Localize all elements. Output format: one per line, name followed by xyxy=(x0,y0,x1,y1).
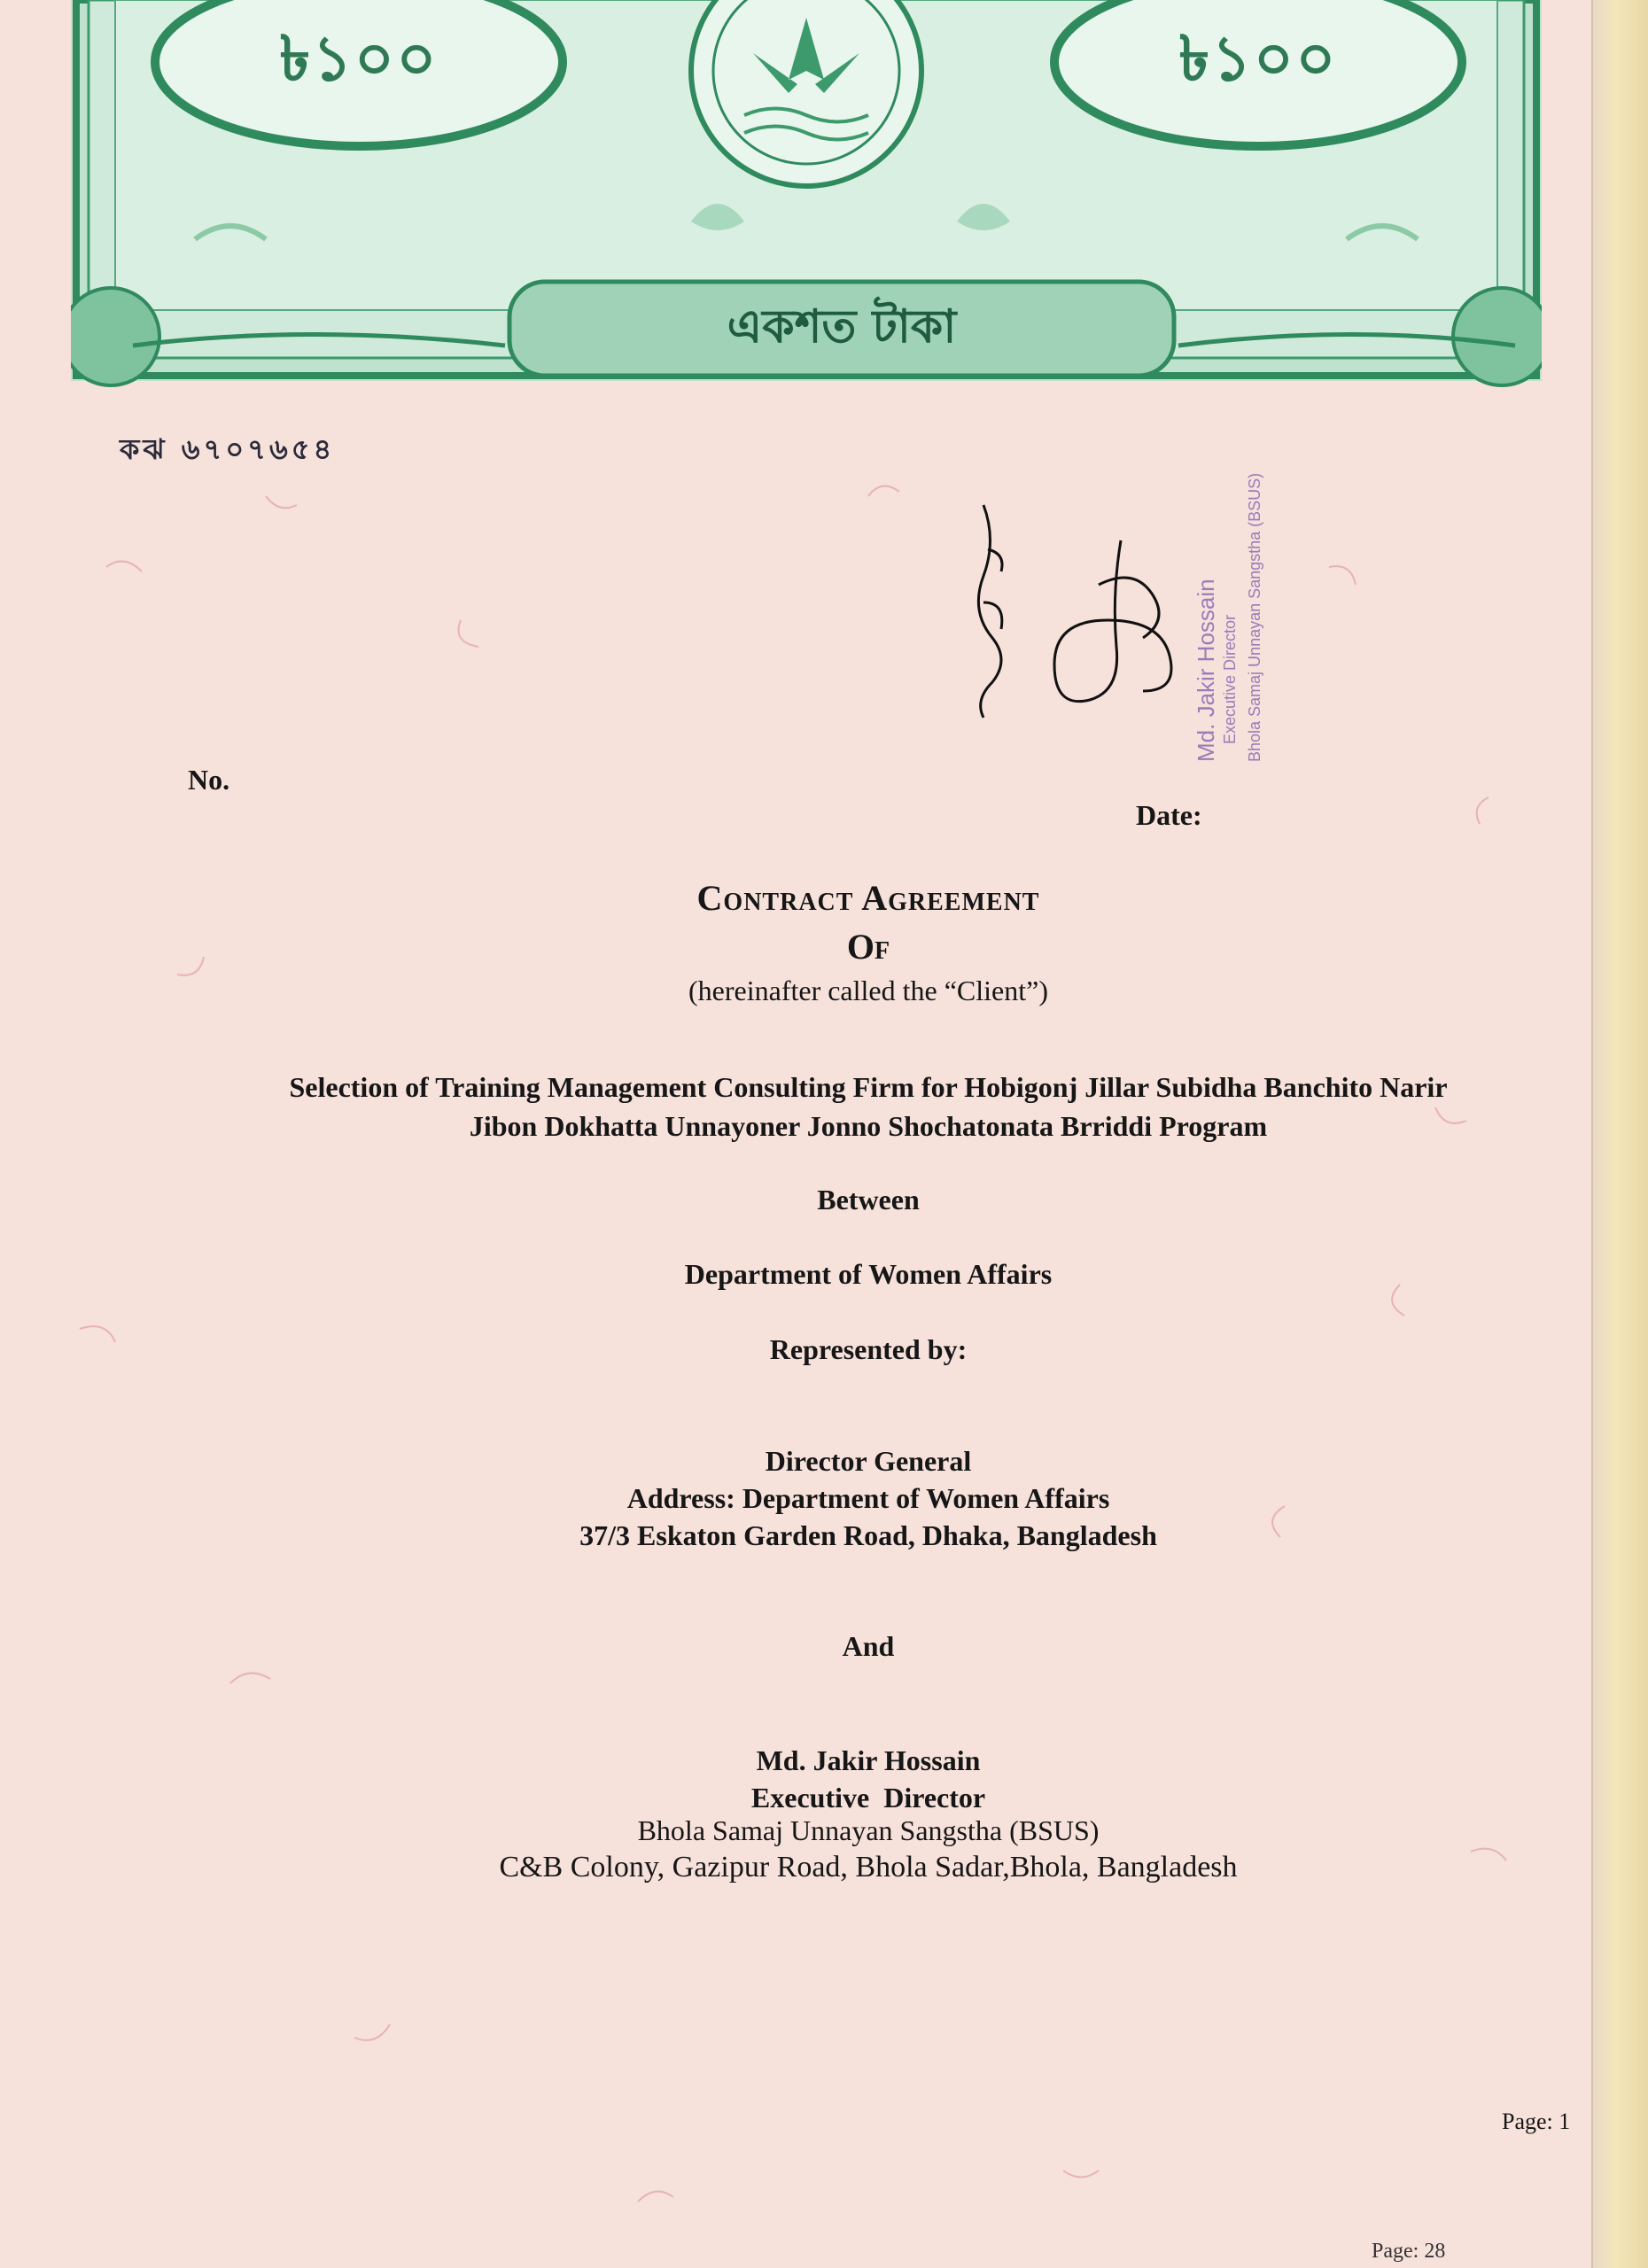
page-number: Page: 1 xyxy=(1502,2109,1571,2134)
handwritten-signature-1 xyxy=(978,505,1002,718)
consultant-organization xyxy=(133,1812,1604,1886)
stamp-value-right: ৳১০০ xyxy=(1178,21,1338,95)
stamp-header xyxy=(71,0,1542,394)
represented-by-label: Represented by: xyxy=(769,1333,968,1365)
date-label: Date: xyxy=(1136,799,1202,831)
person-name: Md. Jakir Hossain xyxy=(756,1744,981,1776)
title-of: Of xyxy=(846,927,890,967)
org-address: C&B Colony, Gazipur Road, Bhola Sadar,Bhola, Bangladesh xyxy=(499,1851,1238,1884)
stamp-value-left: ৳১০০ xyxy=(279,21,439,95)
between-label: Between xyxy=(817,1184,920,1216)
number-label: No. xyxy=(188,764,230,796)
stamp-serial: কঝ ৬৭০৭৬৫৪ xyxy=(120,432,336,466)
and-label: And xyxy=(842,1630,895,1662)
client-representative xyxy=(133,1442,1604,1554)
project-line-1: Selection of Training Management Consulting Firm for Hobigonj Jillar Subidha Banchito Narir xyxy=(289,1071,1448,1103)
rubber-seal xyxy=(1193,473,1263,762)
person-title: Executive Director xyxy=(750,1782,986,1814)
dg-title: Director General xyxy=(765,1445,972,1477)
seal-position: Executive Director xyxy=(1221,614,1239,744)
project-name xyxy=(133,1068,1604,1146)
project-line-2: Jibon Dokhatta Unnayoner Jonno Shochatonata Brriddi Program xyxy=(469,1110,1268,1142)
title-subtitle: (hereinafter called the “Client”) xyxy=(688,975,1048,1006)
document-title: Contract Agreement xyxy=(696,878,1040,918)
stamp-value-words: একশত টাকা xyxy=(727,299,957,353)
client-department: Department of Women Affairs xyxy=(684,1258,1053,1290)
consultant-representative xyxy=(133,1742,1604,1816)
handwritten-signature-2 xyxy=(1054,540,1171,702)
dg-address-line-2: 37/3 Eskaton Garden Road, Dhaka, Bangladesh xyxy=(579,1519,1157,1551)
seal-name: Md. Jakir Hossain xyxy=(1193,579,1219,762)
dg-address-line-1: Address: Department of Women Affairs xyxy=(626,1482,1110,1514)
seal-org: Bhola Samaj Unnayan Sangstha (BSUS) xyxy=(1246,472,1263,762)
org-name: Bhola Samaj Unnayan Sangstha (BSUS) xyxy=(637,1814,1100,1846)
page-number-underlying: Page: 28 xyxy=(1372,2240,1446,2263)
signature-and-seal xyxy=(921,461,1294,780)
